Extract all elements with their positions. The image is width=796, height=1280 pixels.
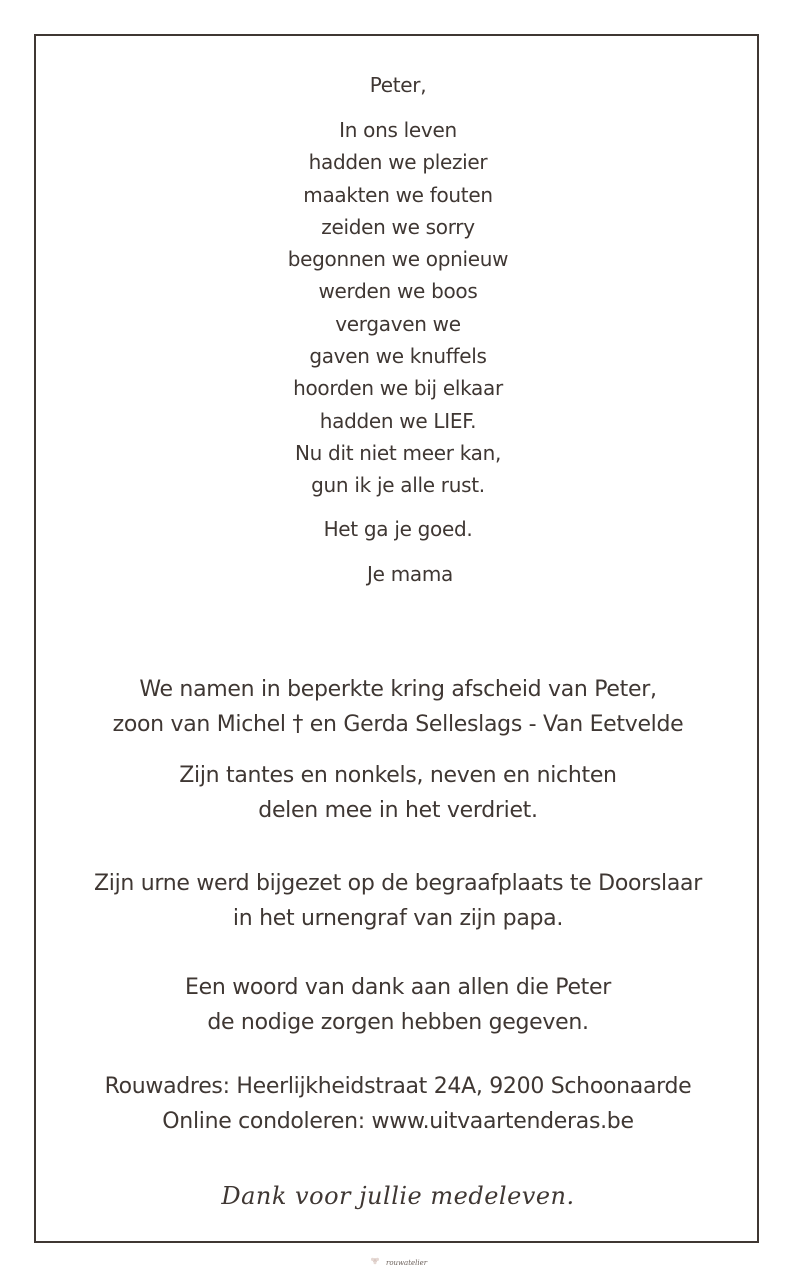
- address-text: Rouwadres: Heerlijkheidstraat 24A, 9200 Schoonaarde: [104, 1074, 692, 1099]
- poem-farewell: Het ga je goed.: [323, 517, 473, 541]
- notice-thanks-line: Een woord van dank aan allen die Peter: [185, 975, 611, 1000]
- notice-burial-line: in het urnengraf van zijn papa.: [232, 906, 564, 931]
- poem-salutation: Peter,: [369, 73, 427, 97]
- notice-burial: [0, 866, 796, 936]
- poem-line: begonnen we opnieuw: [287, 247, 509, 272]
- poem-signature: Je mama: [367, 562, 453, 586]
- notice-family: [0, 758, 796, 828]
- poem-line: In ons leven: [339, 118, 457, 142]
- poem-line: gaven we knuffels: [309, 344, 487, 369]
- notice-intro: [0, 672, 796, 742]
- notice-burial-line: Zijn urne werd bijgezet op de begraafplaats te Doorslaar: [94, 871, 702, 896]
- poem-line: werden we boos: [318, 279, 478, 304]
- flower-icon: [369, 1256, 381, 1265]
- notice-intro-line: zoon van Michel † en Gerda Selleslags - Van Eetvelde: [112, 712, 684, 737]
- footer-logo-text: rouwatelier: [385, 1259, 428, 1267]
- notice-thanks-line: de nodige zorgen hebben gegeven.: [207, 1010, 589, 1035]
- poem-line: Nu dit niet meer kan,: [294, 440, 502, 465]
- notice-family-line: Zijn tantes en nonkels, neven en nichten: [179, 763, 617, 788]
- poem-salutation-block: [0, 69, 796, 101]
- poem-line: hadden we LIEF.: [319, 408, 477, 433]
- poem-signature-block: [12, 558, 796, 590]
- notice-intro-line: We namen in beperkte kring afscheid van Peter,: [139, 677, 657, 702]
- closing-signoff: Dank voor jullie medeleven.: [221, 1182, 575, 1210]
- poem-line: gun ik je alle rust.: [311, 473, 485, 498]
- poem-line: zeiden we sorry: [321, 214, 475, 239]
- poem-farewell-block: [0, 513, 796, 545]
- notice-thanks: [0, 970, 796, 1040]
- notice-contact: [0, 1069, 796, 1139]
- poem: [0, 114, 796, 502]
- poem-line: hoorden we bij elkaar: [293, 376, 503, 401]
- poem-line: vergaven we: [335, 311, 461, 336]
- notice-family-line: delen mee in het verdriet.: [258, 798, 538, 823]
- poem-line: maakten we fouten: [303, 182, 493, 207]
- poem-line: hadden we plezier: [308, 150, 488, 175]
- footer-logo: [0, 1250, 796, 1269]
- condolence-link: Online condoleren: www.uitvaartenderas.be: [162, 1109, 634, 1134]
